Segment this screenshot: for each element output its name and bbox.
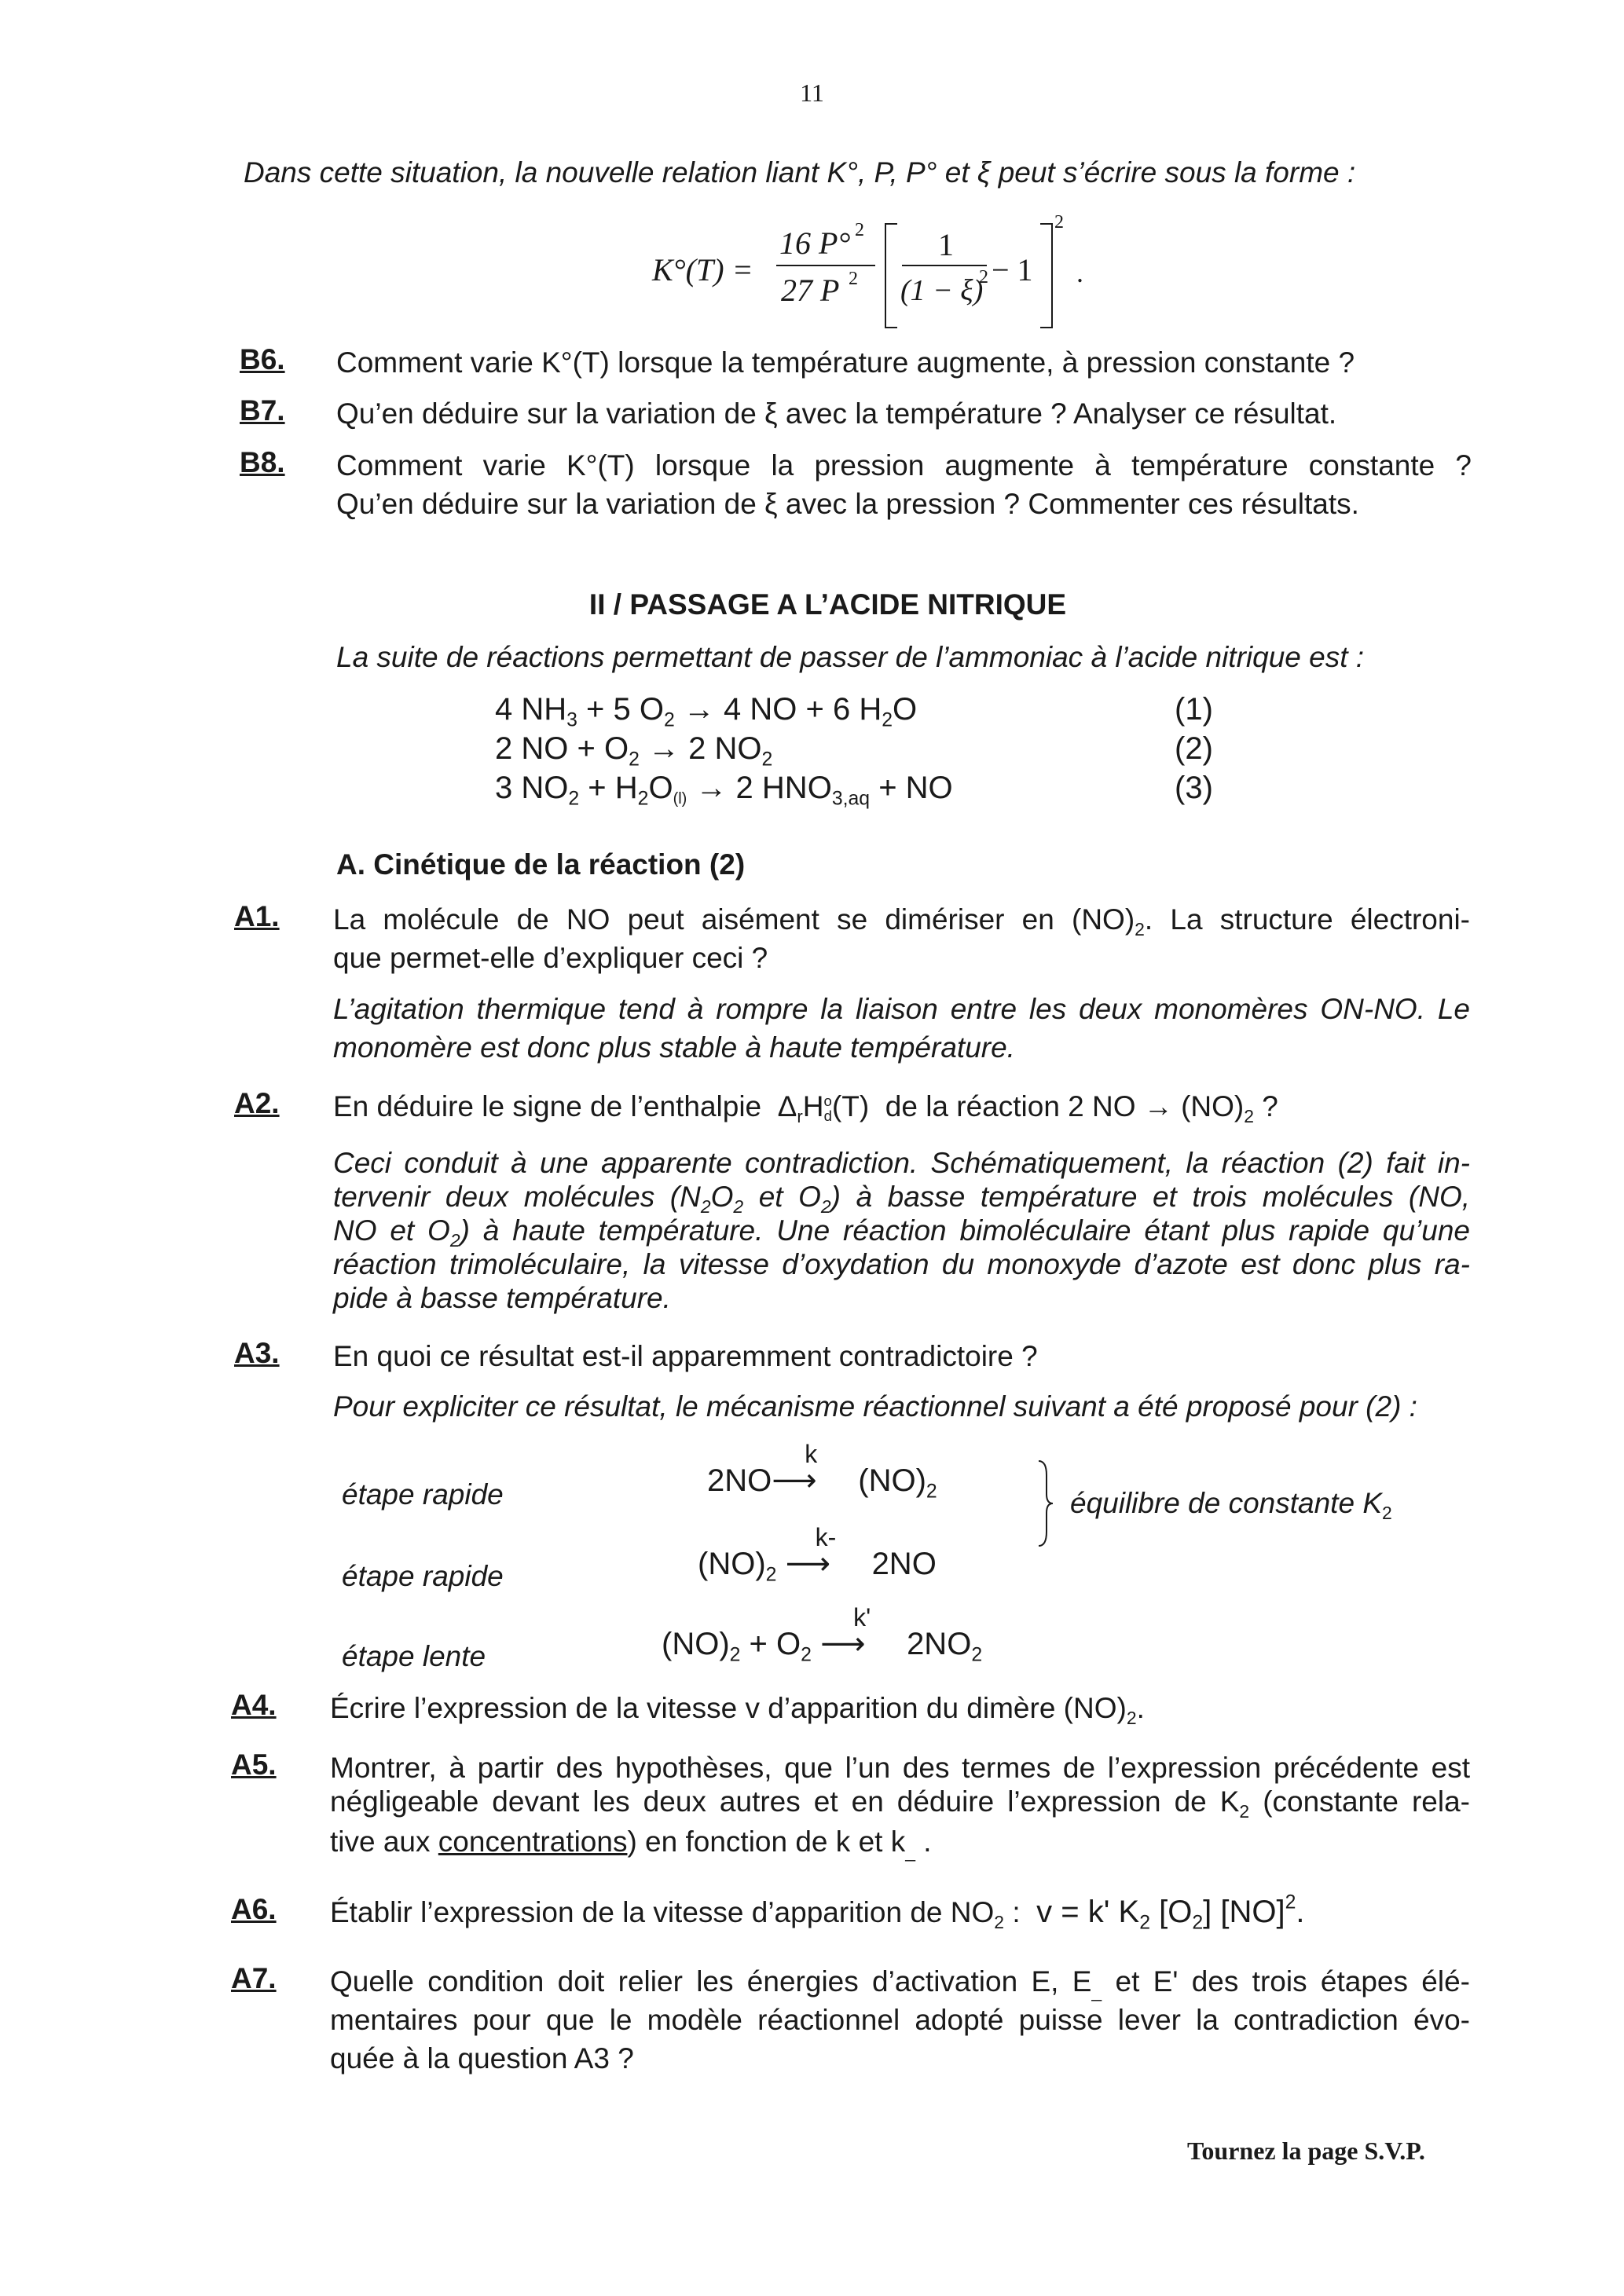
equilibrium-formula: [652, 212, 1083, 338]
answer-a2-line4: réaction trimoléculaire, la vitesse d’oxydation du monoxyde d’azote est donc plus ra-: [333, 1248, 1470, 1280]
reaction-1-number: (1): [1175, 692, 1213, 727]
answer-a2-line3: NO et $O_2$) à haute température. Une réaction bimoléculaire étant plus rapide qu’une: [333, 1214, 1470, 1251]
equilibrium-label: équilibre de constante $K_2$: [1070, 1487, 1392, 1524]
question-b6: Comment varie K°(T) lorsque la température augmente, à pression constante ?: [336, 346, 1355, 379]
question-label-a5: A5.: [231, 1749, 277, 1781]
formula-den2: (1 − ξ): [900, 274, 984, 307]
formula-outer-exp: 2: [1054, 212, 1064, 233]
question-label-b6: B6.: [240, 343, 285, 375]
question-label-a7: A7.: [231, 1962, 277, 1994]
reaction-2-number: (2): [1175, 731, 1213, 766]
question-a5-line2: négligeable devant les deux autres et en déduire l’expression de $K_2$ (constante rela-: [330, 1785, 1470, 1822]
question-a7-line3: quée à la question A3 ?: [330, 2042, 634, 2074]
formula-num: 16 P°: [779, 225, 851, 261]
answer-a2-line5: pide à basse température.: [333, 1282, 671, 1314]
footer-turn-page: Tournez la page S.V.P.: [1187, 2137, 1425, 2165]
question-b7: Qu’en déduire sur la variation de ξ avec la température ? Analyser ce résultat.: [336, 397, 1337, 430]
question-a5-line3: tive aux concentrations) en fonction de k et $k_{\_}$ .: [330, 1825, 932, 1862]
question-a4: Écrire l’expression de la vitesse v d’apparition du dimère $(NO)_2$.: [330, 1692, 1145, 1729]
mechanism-step-1-label: étape rapide: [342, 1478, 504, 1511]
answer-a1-line1: L’agitation thermique tend à rompre la liaison entre les deux monomères ON-NO. Le: [333, 993, 1470, 1025]
question-a7-line2: mentaires pour que le modèle réactionnel adopté puisse lever la contradiction évo-: [330, 2004, 1470, 2036]
question-label-a4: A4.: [231, 1689, 277, 1721]
question-label-b7: B7.: [240, 394, 285, 427]
question-label-a1: A1.: [234, 900, 280, 932]
question-label-b8: B8.: [240, 446, 285, 478]
question-a5-line1: Montrer, à partir des hypothèses, que l’un des termes de l’expression précédente est: [330, 1752, 1470, 1784]
question-label-a6: A6.: [231, 1893, 277, 1925]
equilibrium-brace: [1036, 1459, 1056, 1547]
mechanism-step-2: $(NO)_2$ k- ⟶ 2NO: [698, 1544, 937, 1584]
formula-den2-exp: 2: [979, 267, 988, 287]
question-a3: En quoi ce résultat est-il apparemment contradictoire ?: [333, 1340, 1038, 1372]
formula-one: 1: [938, 227, 954, 262]
concentrations-underlined: concentrations: [438, 1825, 628, 1858]
reaction-1: 4 $NH_3 + 5$ $O_2 \to 4$ NO + 6 $H_2O$: [495, 692, 918, 731]
formula-fraction-bar: [776, 265, 875, 266]
formula-den: 27 P: [781, 273, 840, 308]
formula-dot: .: [1076, 257, 1083, 288]
formula-num-exp: 2: [855, 220, 864, 240]
mechanism-step-1: 2NO k ⟶ $(NO)_2$: [707, 1461, 937, 1500]
reaction-2: 2 NO + $O_2 \to 2$ $NO_2$: [495, 731, 773, 771]
reaction-3: 3 $NO_2 + H_2O_{(l)} \to 2$ $HNO_{3,aq}$ + NO: [495, 771, 953, 810]
question-a6: Établir l’expression de la vitesse d’apparition de $NO_2$ : v = k' $K_2$ $[O_2]$ [NO]$^2$.: [330, 1891, 1305, 1934]
question-a2: En déduire le signe de l’enthalpie $\Delta_rH^o_d(T)$ de la réaction 2 NO → $(NO)_2$ ?: [333, 1090, 1278, 1127]
question-a7-line1: Quelle condition doit relier les énergies d’activation E, $E_{\_}$ et E' des trois étapes élé-: [330, 1965, 1470, 2002]
question-label-a2: A2.: [234, 1087, 280, 1119]
question-label-a3: A3.: [234, 1337, 280, 1369]
formula-inner-bar: [902, 265, 987, 266]
section-intro: La suite de réactions permettant de passer de l’ammoniac à l’acide nitrique est :: [336, 641, 1365, 673]
equilibrium-text: équilibre de constante K: [1070, 1487, 1382, 1519]
subsection-a-title: A. Cinétique de la réaction (2): [336, 848, 746, 881]
mechanism-step-3-label: étape lente: [342, 1640, 486, 1672]
question-a1-line2: que permet-elle d’expliquer ceci ?: [333, 942, 768, 974]
answer-a1-line2: monomère est donc plus stable à haute température.: [333, 1031, 1015, 1064]
intro-text: Dans cette situation, la nouvelle relation liant K°, P, P° et ξ peut s’écrire sous la forme :: [244, 156, 1356, 189]
formula-minus-one: − 1: [992, 252, 1033, 287]
question-b8-line1: Comment varie K°(T) lorsque la pression augmente à température constante ?: [336, 449, 1472, 482]
section-title: II / PASSAGE A L’ACIDE NITRIQUE: [588, 588, 1067, 621]
formula-left-bracket: [885, 223, 897, 328]
question-a1-line1: La molécule de NO peut aisément se dimériser en $(NO)_2$. La structure électroni-: [333, 903, 1470, 940]
reaction-3-number: (3): [1175, 771, 1213, 805]
k-prime-label: k': [853, 1603, 871, 1631]
question-a2-pre: En déduire le signe de l’enthalpie: [333, 1090, 762, 1122]
answer-a3-note: Pour expliciter ce résultat, le mécanisme réactionnel suivant a été proposé pour (2) :: [333, 1390, 1417, 1423]
formula-den-exp: 2: [849, 269, 858, 289]
formula-right-bracket: [1040, 223, 1053, 328]
k-reverse-label: k-: [815, 1523, 837, 1551]
formula-lhs: K°(T) =: [652, 252, 753, 287]
page-number: 11: [800, 79, 824, 107]
answer-a2-line1: Ceci conduit à une apparente contradiction. Schématiquement, la réaction (2) fait in-: [333, 1147, 1470, 1179]
question-a5-pre: tive aux: [330, 1825, 431, 1858]
mechanism-step-2-label: étape rapide: [342, 1560, 504, 1592]
question-b8-line2: Qu’en déduire sur la variation de ξ avec la pression ? Commenter ces résultats.: [336, 488, 1359, 520]
k-forward-label: k: [805, 1440, 818, 1468]
answer-a2-line2: tervenir deux molécules ($N_2O_2$ et $O_2$) à basse température et trois molécules (NO,: [333, 1181, 1471, 1218]
mechanism-step-3: $(NO)_2 + O_2$ k' ⟶ $2NO_2$: [662, 1624, 982, 1664]
